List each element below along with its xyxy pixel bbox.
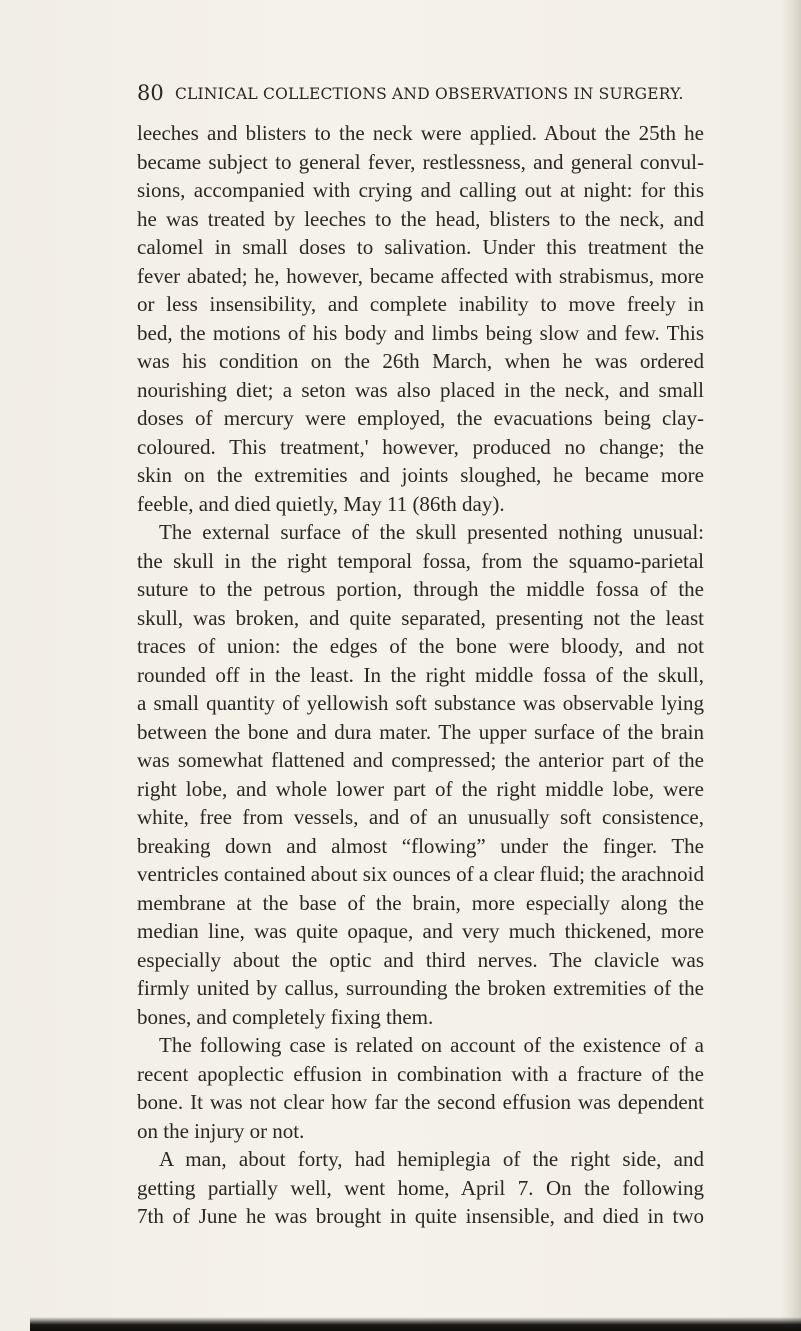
text-line: between the bone and dura mater. The upper surface of the brain [137, 719, 704, 744]
text-line: bed, the motions of his body and limbs being slow and few. This [137, 320, 704, 345]
text-line: rounded off in the least. In the right middle fossa of the skull, [137, 662, 704, 687]
text-line: fever abated; he, however, became affected with strabismus, more [137, 263, 704, 288]
text-line: skull, was broken, and quite separated, presenting not the least [137, 605, 704, 630]
text-line: doses of mercury were employed, the evacuations being clay- [137, 406, 704, 430]
text-line: bone. It was not clear how far the second effusion was dependent [137, 1090, 704, 1114]
text-line: the skull in the right temporal fossa, from the squamo-parietal [137, 548, 704, 573]
text-line: leeches and blisters to the neck were applied. About the 25th he [137, 121, 704, 145]
text-line: firmly united by callus, surrounding the broken extremities of the [137, 976, 704, 1000]
scan-bottom-shadow [30, 1317, 801, 1331]
text-line: 7th of June he was brought in quite insensible, and died in two [137, 1204, 704, 1228]
text-line: traces of union: the edges of the bone were bloody, and not [137, 634, 704, 658]
paragraph-end-line: feeble, and died quietly, May 11 (86th day). [137, 491, 505, 516]
page-header [137, 80, 697, 110]
text-line: ventricles contained about six ounces of a clear fluid; the arachnoid [137, 862, 704, 886]
text-line: suture to the petrous portion, through the middle fossa of the [137, 577, 704, 601]
paragraph-start-line: A man, about forty, had hemiplegia of the right side, and [159, 1147, 704, 1171]
text-line: nourishing diet; a seton was also placed in the neck, and small [137, 377, 704, 402]
text-line: right lobe, and whole lower part of the right middle lobe, were [137, 776, 704, 801]
text-line: calomel in small doses to salivation. Under this treatment the [137, 235, 704, 259]
page-number: 80 [137, 81, 164, 105]
text-line: breaking down and almost “flowing” under the finger. The [137, 833, 704, 858]
body-text [137, 119, 704, 1231]
text-line: sions, accompanied with crying and calling out at night: for this [137, 178, 704, 202]
text-line: especially about the optic and third nerves. The clavicle was [137, 947, 704, 972]
text-line: was somewhat flattened and compressed; the anterior part of the [137, 748, 704, 772]
paragraph-end-line: bones, and completely fixing them. [137, 1004, 434, 1029]
running-head: CLINICAL COLLECTIONS AND OBSERVATIONS IN SURGERY. [175, 85, 684, 103]
text-line: white, free from vessels, and of an unusually soft consistence, [137, 805, 704, 829]
text-line: coloured. This treatment,' however, produced no change; the [137, 434, 704, 459]
text-line: membrane at the base of the brain, more especially along the [137, 890, 704, 915]
text-line: median line, was quite opaque, and very much thickened, more [137, 919, 704, 943]
text-line: skin on the extremities and joints sloughed, he became more [137, 463, 704, 487]
text-line: recent apoplectic effusion in combination with a fracture of the [137, 1061, 704, 1086]
paragraph-start-line: The following case is related on account of the existence of a [159, 1033, 704, 1057]
paragraph-end-line: on the injury or not. [137, 1118, 305, 1143]
page-edge-shadow [781, 0, 801, 1331]
text-line: getting partially well, went home, April 7. On the following [137, 1175, 704, 1200]
paragraph-start-line: The external surface of the skull presented nothing unusual: [159, 520, 704, 544]
text-line: a small quantity of yellowish soft substance was observable lying [137, 691, 704, 715]
text-line: became subject to general fever, restlessness, and general convul- [137, 149, 704, 174]
text-line: was his condition on the 26th March, when he was ordered [137, 349, 704, 373]
text-line: he was treated by leeches to the head, blisters to the neck, and [137, 206, 704, 231]
text-line: or less insensibility, and complete inability to move freely in [137, 292, 704, 316]
